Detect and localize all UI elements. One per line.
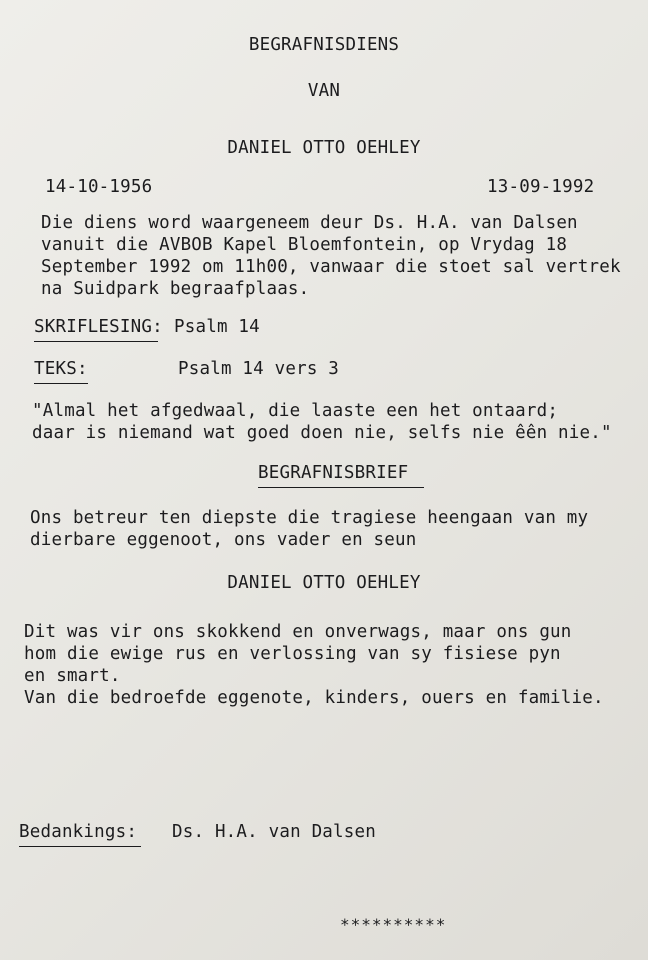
document-heading: BEGRAFNISDIENS <box>248 35 400 55</box>
letter-line-2: dierbare eggenoot, ons vader en seun <box>30 530 417 550</box>
deceased-name: DANIEL OTTO OEHLEY <box>227 138 421 158</box>
closing-line-3: en smart. <box>24 666 121 686</box>
bedankings-label: Bedankings: <box>19 821 141 847</box>
bedankings-value: Ds. H.A. van Dalsen <box>172 822 376 842</box>
skriflesing-label: SKRIFLESING: <box>34 316 158 342</box>
service-line-2: vanuit die AVBOB Kapel Bloemfontein, op Vrydag 18 <box>41 235 568 255</box>
birth-date: 14-10-1956 <box>45 177 153 197</box>
letter-heading: BEGRAFNISBRIEF <box>258 462 424 488</box>
teks-label: TEKS: <box>34 358 88 384</box>
skriflesing-value: Psalm 14 <box>174 317 260 337</box>
letter-line-1: Ons betreur ten diepste die tragiese heengaan van my <box>30 508 589 528</box>
closing-line-1: Dit was vir ons skokkend en onverwags, maar ons gun <box>24 622 572 642</box>
death-date: 13-09-1992 <box>487 177 595 197</box>
closing-line-4: Van die bedroefde eggenote, kinders, ouers en familie. <box>24 688 604 708</box>
quote-line-1: "Almal het afgedwaal, die laaste een het ontaard; <box>32 401 559 421</box>
service-line-1: Die diens word waargeneem deur Ds. H.A. van Dalsen <box>41 213 578 233</box>
closing-line-2: hom die ewige rus en verlossing van sy fisiese pyn <box>24 644 561 664</box>
service-line-3: September 1992 om 11h00, vanwaar die stoet sal vertrek <box>41 257 621 277</box>
van-line: VAN <box>307 81 341 101</box>
quote-line-2: daar is niemand wat goed doen nie, selfs nie êên nie." <box>32 423 612 443</box>
service-line-4: na Suidpark begraafplaas. <box>41 279 310 299</box>
teks-value: Psalm 14 vers 3 <box>178 359 340 379</box>
letter-name: DANIEL OTTO OEHLEY <box>227 573 421 593</box>
closing-stars: ********** <box>340 915 447 934</box>
